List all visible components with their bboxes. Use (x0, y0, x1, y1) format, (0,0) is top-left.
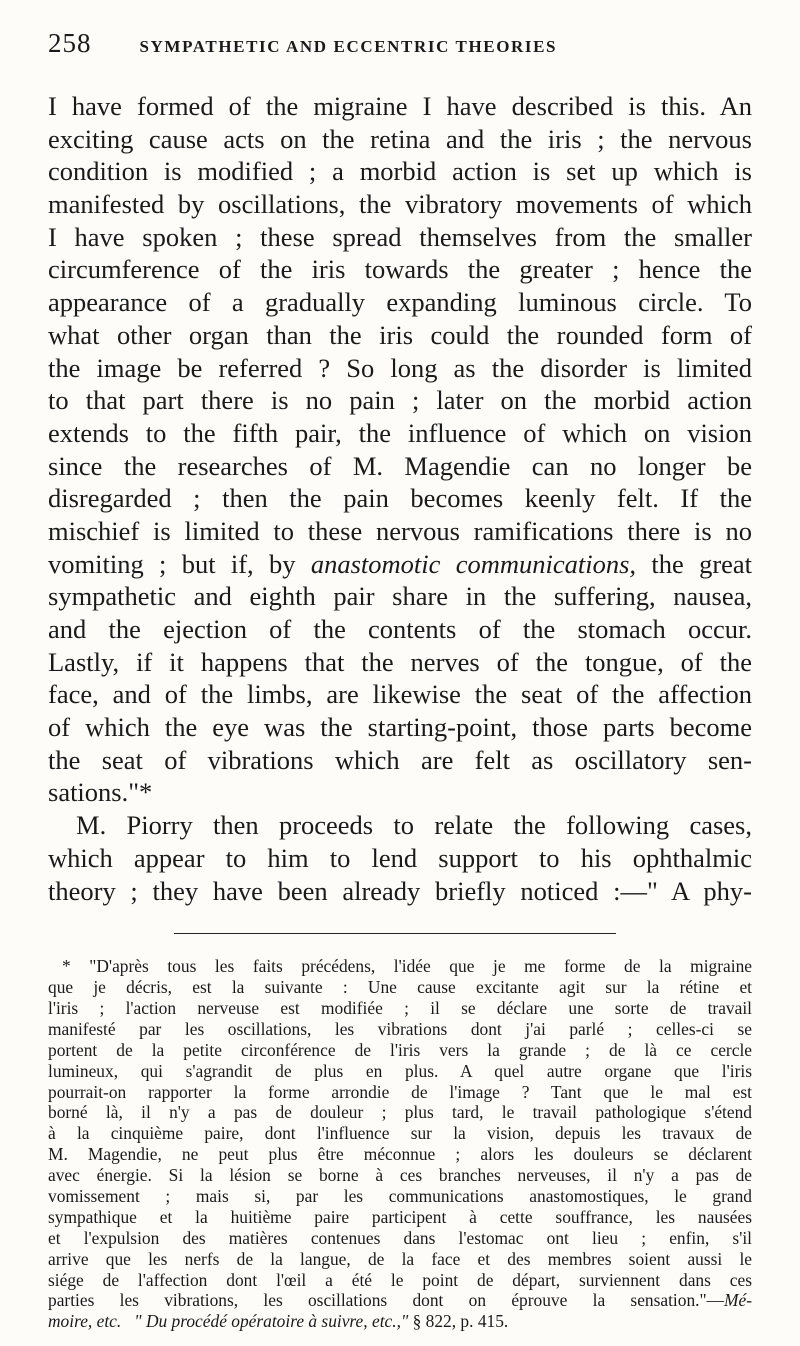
text-line: and the ejection of the contents of the stomach occur. (48, 614, 752, 644)
footnote-italic: Mé- (724, 1290, 752, 1311)
text-line: manifested by oscillations, the vibratory movements of which (48, 189, 752, 220)
book-page (48, 28, 752, 1332)
footnote-line: * "D'après tous les faits précédens, l'idée que je me forme de la migraine (62, 956, 752, 977)
text-line: circumference of the iris towards the greater ; hence the (48, 254, 752, 285)
footnote-line: que je décris, est la suivante : Une cause excitante agit sur la rétine et (48, 977, 752, 998)
text-line: face, and of the limbs, are likewise the seat of the affection (48, 679, 752, 710)
footnote-line: l'iris ; l'action nerveuse est modifiée ; il se déclare une sorte de travail (48, 997, 752, 1018)
text-line: since the researches of M. Magendie can no longer be (48, 450, 752, 481)
footnote-reference: § 822, p. 415. (412, 1311, 509, 1332)
running-title: SYMPATHETIC AND ECCENTRIC THEORIES (139, 37, 558, 56)
footnote-line: et l'expulsion des matières contenues dans l'estomac ont lieu ; enfin, s'il (48, 1227, 752, 1248)
footnote-italic: moire, etc. (48, 1311, 122, 1332)
running-head (48, 28, 752, 68)
text-line: mischief is limited to these nervous ramifications there is no (48, 515, 752, 546)
text-line: theory ; they have been already briefly noticed :—" A phy- (48, 875, 752, 906)
text-line: condition is modified ; a morbid action is set up which is (48, 156, 752, 187)
paragraph-start: M. Piorry then proceeds to relate the following cases, (76, 810, 752, 841)
text-line: the seat of vibrations which are felt as oscillatory sen- (48, 744, 752, 775)
text-line: to that part there is no pain ; later on the morbid action (48, 385, 752, 416)
footnote-line: siége de l'affection dont l'œil a été le point de départ, surviennent dans ces (48, 1269, 752, 1290)
text-line: exciting cause acts on the retina and the iris ; the nervous (48, 123, 752, 154)
footnote-line (48, 1311, 752, 1332)
footnote-line: portent de la petite circonférence de l'iris vers la grande ; de là ce cercle (48, 1039, 752, 1060)
text-line: sations."* (48, 777, 153, 808)
footnote-line: pourrait-on rapporter la forme arrondie de l'image ? Tant que le mal est (48, 1081, 752, 1102)
footnote (48, 956, 752, 1332)
text-segment: vomiting ; but if, by (48, 548, 296, 579)
text-line: extends to the fifth pair, the influence of which on vision (48, 417, 752, 448)
text-line: I have formed of the migraine I have described is this. An (48, 91, 752, 121)
footnote-line: borné là, il n'y a pas de douleur ; plus tard, le travail pathologique s'étend (48, 1102, 752, 1123)
text-line: the image be referred ? So long as the disorder is limited (48, 352, 752, 383)
footnote-line: manifesté par les oscillations, les vibrations dont j'ai parlé ; celles-ci se (48, 1018, 752, 1039)
footnote-line: sympathique et la huitième paire participent à cette souffrance, les nausées (48, 1206, 752, 1227)
text-line: I have spoken ; these spread themselves from the smaller (48, 221, 752, 252)
footnote-line: M. Magendie, ne peut plus être méconnue ; alors les douleurs se déclarent (48, 1144, 752, 1165)
footnote-segment: parties les vibrations, les oscillations dont on éprouve la sensation."— (48, 1290, 724, 1311)
text-segment: the great (651, 548, 753, 579)
text-line: appearance of a gradually expanding luminous circle. To (48, 287, 752, 318)
footnote-line: arrive que les nerfs de la langue, de la face et des membres soient aussi le (48, 1248, 752, 1269)
text-line: of which the eye was the starting-point, those parts become (48, 712, 752, 743)
text-line: disregarded ; then the pain becomes keenly felt. If the (48, 483, 752, 514)
text-line (48, 548, 752, 581)
footnote-line: avec énergie. Si la lésion se borne à ces branches nerveuses, il n'y a pas de (48, 1165, 752, 1186)
text-line: Lastly, if it happens that the nerves of the tongue, of the (48, 646, 752, 677)
page-number: 258 (48, 28, 92, 58)
footnote-rule (174, 933, 616, 934)
text-line: what other organ than the iris could the rounded form of (48, 319, 752, 350)
text-line: sympathetic and eighth pair share in the suffering, nausea, (48, 581, 752, 612)
footnote-line: vomissement ; mais si, par les communications anastomostiques, le grand (48, 1185, 752, 1206)
body-text (48, 90, 752, 907)
footnote-line (48, 1290, 752, 1311)
footnote-citation: " Du procédé opératoire à suivre, etc.," (134, 1311, 409, 1332)
italic-phrase: anastomotic communications, (310, 548, 637, 579)
footnote-line: à la cinquième paire, dont l'influence sur la vision, depuis les travaux de (48, 1123, 752, 1144)
footnote-line: lumineux, qui s'agrandit de plus en plus. A quel autre organe que l'iris (48, 1060, 752, 1081)
text-line: which appear to him to lend support to his ophthalmic (48, 842, 752, 873)
